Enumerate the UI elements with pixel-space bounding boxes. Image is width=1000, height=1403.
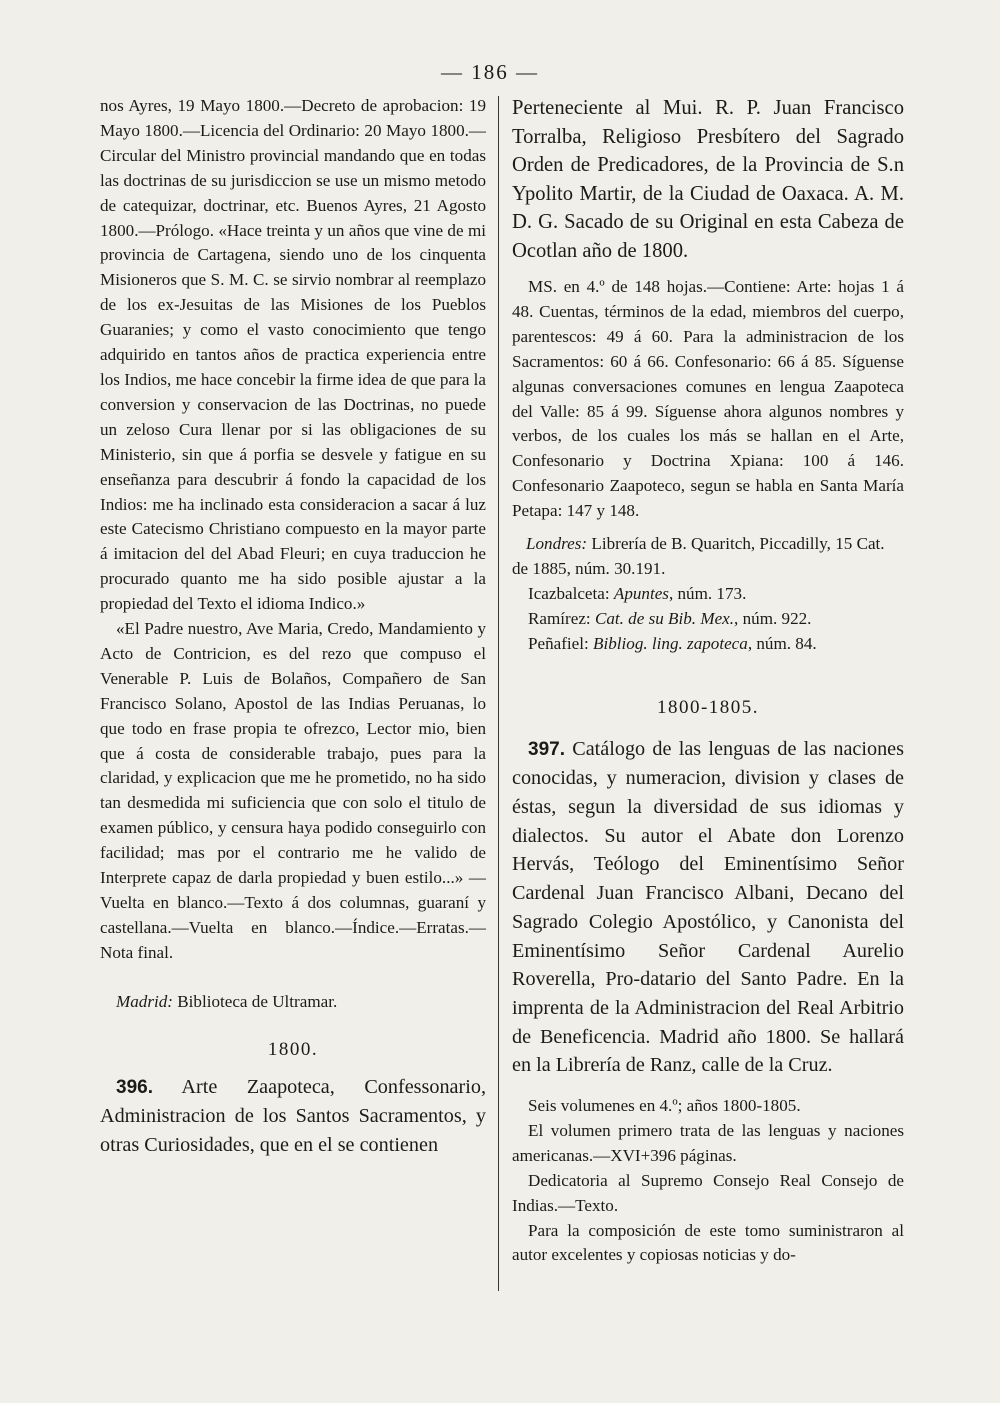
entry-396-title <box>100 1073 486 1160</box>
entry-title-text: Catálogo de las lenguas de las naciones conocidas, y numeracion, division y clases de éstas, segun la diversidad de sus idiomas y dialectos. Su autor el Abate don Lorenzo Hervás, Teólogo del Eminentísimo Señor Cardenal Juan Francisco Albani, Decano del Sagrado Colegio Apostólico, y Canonista del Eminentísimo Señor Cardenal Aurelio Roverella, Pro-datario del Santo Padre. En la imprenta de la Administracion del Real Arbitrio de Beneficencia. Madrid año 1800. Se hallará en la Librería de Ranz, calle de la Cruz. <box>512 737 904 1077</box>
entry-396-title-continuation: Perteneciente al Mui. R. P. Juan Francisco Torralba, Religioso Presbítero del Sagrado Orden de Predicadores, de la Provincia de S.n Ypolito Martir, de la Ciudad de Oaxaca. A. M. D. G. Sacado de su Original en esta Cabeza de Ocotlan año de 1800. <box>512 97 904 262</box>
entry-397-note-1: Seis volumenes en 4.º; años 1800-1805. <box>528 1096 801 1116</box>
entry-396-description: MS. en 4.º de 148 hojas.—Contiene: Arte: hojas 1 á 48. Cuentas, términos de la edad, miembros del cuerpo, parentescos: 49 á 60. Para la administracion de los Sacramentos: 60 á 66. Confesonario: 66 á 85. Síguense algunas conversaciones comunes en lengua Zaapoteca del Valle: 85 á 99. Síguense ahora algunos nombres y verbos, de los cuales los más se hallan en el Arte, Confesonario y Doctrina Xpiana: 100 á 146. Confesonario Zaapoteco, segun se habla en Santa María Petapa: 147 y 148. <box>512 277 904 521</box>
holding-place: Madrid: <box>116 991 173 1011</box>
page-number: — 186 — <box>441 60 539 84</box>
holding-text: Biblioteca de Ultramar. <box>172 991 338 1011</box>
entry-397-note-3: Dedicatoria al Supremo Consejo Real Consejo de Indias.—Texto. <box>512 1170 904 1215</box>
reference-icazbalceta <box>512 582 904 607</box>
holding-library <box>100 990 486 1015</box>
column-divider <box>498 96 499 1291</box>
reference-work: Bibliog. ling. zapoteca <box>593 633 748 653</box>
entry-396-references <box>512 532 904 657</box>
reference-penafiel <box>512 632 904 657</box>
reference-text: Librería de B. Quaritch, Piccadilly, 15 Cat. de 1885, núm. 30.191. <box>512 534 885 578</box>
reference-work: Apuntes <box>613 583 669 603</box>
entry-number: 397. <box>528 738 565 760</box>
reference-ramirez <box>512 607 904 632</box>
reference-quaritch <box>512 532 904 582</box>
section-1800-1805 <box>512 697 904 1269</box>
entry-397-title <box>512 735 904 1080</box>
entry-397-note-4: Para la composición de este tomo suministraron al autor excelentes y copiosas noticias y do- <box>512 1220 904 1265</box>
reference-place: Londres: <box>526 534 588 554</box>
year-heading: 1800. <box>267 1038 319 1060</box>
reference-rest: , núm. 84. <box>747 633 817 653</box>
reference-author: Ramírez: <box>528 608 595 628</box>
quote-paragraph: «El Padre nuestro, Ave Maria, Credo, Mandamiento y Acto de Contricion, es del rezo que compuso el Venerable P. Luis de Bolaños, Compañero de San Francisco Solano, Apostol de las Indias Peruanas, lo que todo en frase propia te ofrezco, Lector mio, bien que á costa de considerable trabajo, pues para la claridad, y explicacion que me he prometido, no ha sido tan desmedida mi suficiencia que con solo el titulo de examen público, y censura haya podido conseguirlo con facilidad; mas por el contrario me he valido de Interprete capaz de darla propiedad y buen estilo...» —Vuelta en blanco.—Texto á dos columnas, guaraní y castellana.—Vuelta en blanco.—Índice.—Erratas.—Nota final. <box>100 619 486 962</box>
reference-rest: , núm. 922. <box>734 608 812 628</box>
right-column <box>512 94 904 1268</box>
reference-work: Cat. de su Bib. Mex. <box>594 608 735 628</box>
entry-397-note-2: El volumen primero trata de las lenguas y naciones americanas.—XVI+396 páginas. <box>512 1120 904 1165</box>
body-paragraph: nos Ayres, 19 Mayo 1800.—Decreto de aprobacion: 19 Mayo 1800.—Licencia del Ordinario: 20 Mayo 1800.—Circular del Ministro provincial mandando que en todas las doctrinas de su jurisdiccion se use un mismo metodo de catequizar, doctrinar, etc. Buenos Ayres, 21 Agosto 1800.—Prólogo. «Hace treinta y un años que vine de mi provincia de Cartagena, siendo uno de los cinquenta Misioneros que S. M. C. se sirvio nombrar al reemplazo de los ex-Jesuitas de las Misiones de los Pueblos Guaranies; y como el vasto conocimiento que tengo adquirido en tantos años de practica experiencia entre los Indios, me hace concebir la firme idea de que para la conversion y conservacion de las Doctrinas, no puede un zeloso Cura llenar por si las obligaciones de su Ministerio, sin que á porfia se desvele y fatigue en su enseñanza para descubrir á fondo la capacidad de los Indios: me ha inclinado esta consideracion a sacar á luz este Catecismo Christiano compuesto en la mayor parte á imitacion del del Abad Fleuri; en cuya traduccion he procurado quanto me ha sido posible ajustar a la propiedad del Texto el idioma Indico.» <box>100 96 486 614</box>
reference-rest: , núm. 173. <box>668 583 747 603</box>
year-heading: 1800-1805. <box>656 696 760 718</box>
entry-number: 396. <box>116 1076 153 1098</box>
reference-author: Peñafiel: <box>528 633 594 653</box>
left-column <box>100 94 486 1160</box>
reference-author: Icazbalceta: <box>528 583 614 603</box>
entry-title-text: Arte Zaapoteca, Confessonario, Administracion de los Santos Sacramentos, y otras Curiosidades, que en el se contienen <box>100 1075 486 1157</box>
